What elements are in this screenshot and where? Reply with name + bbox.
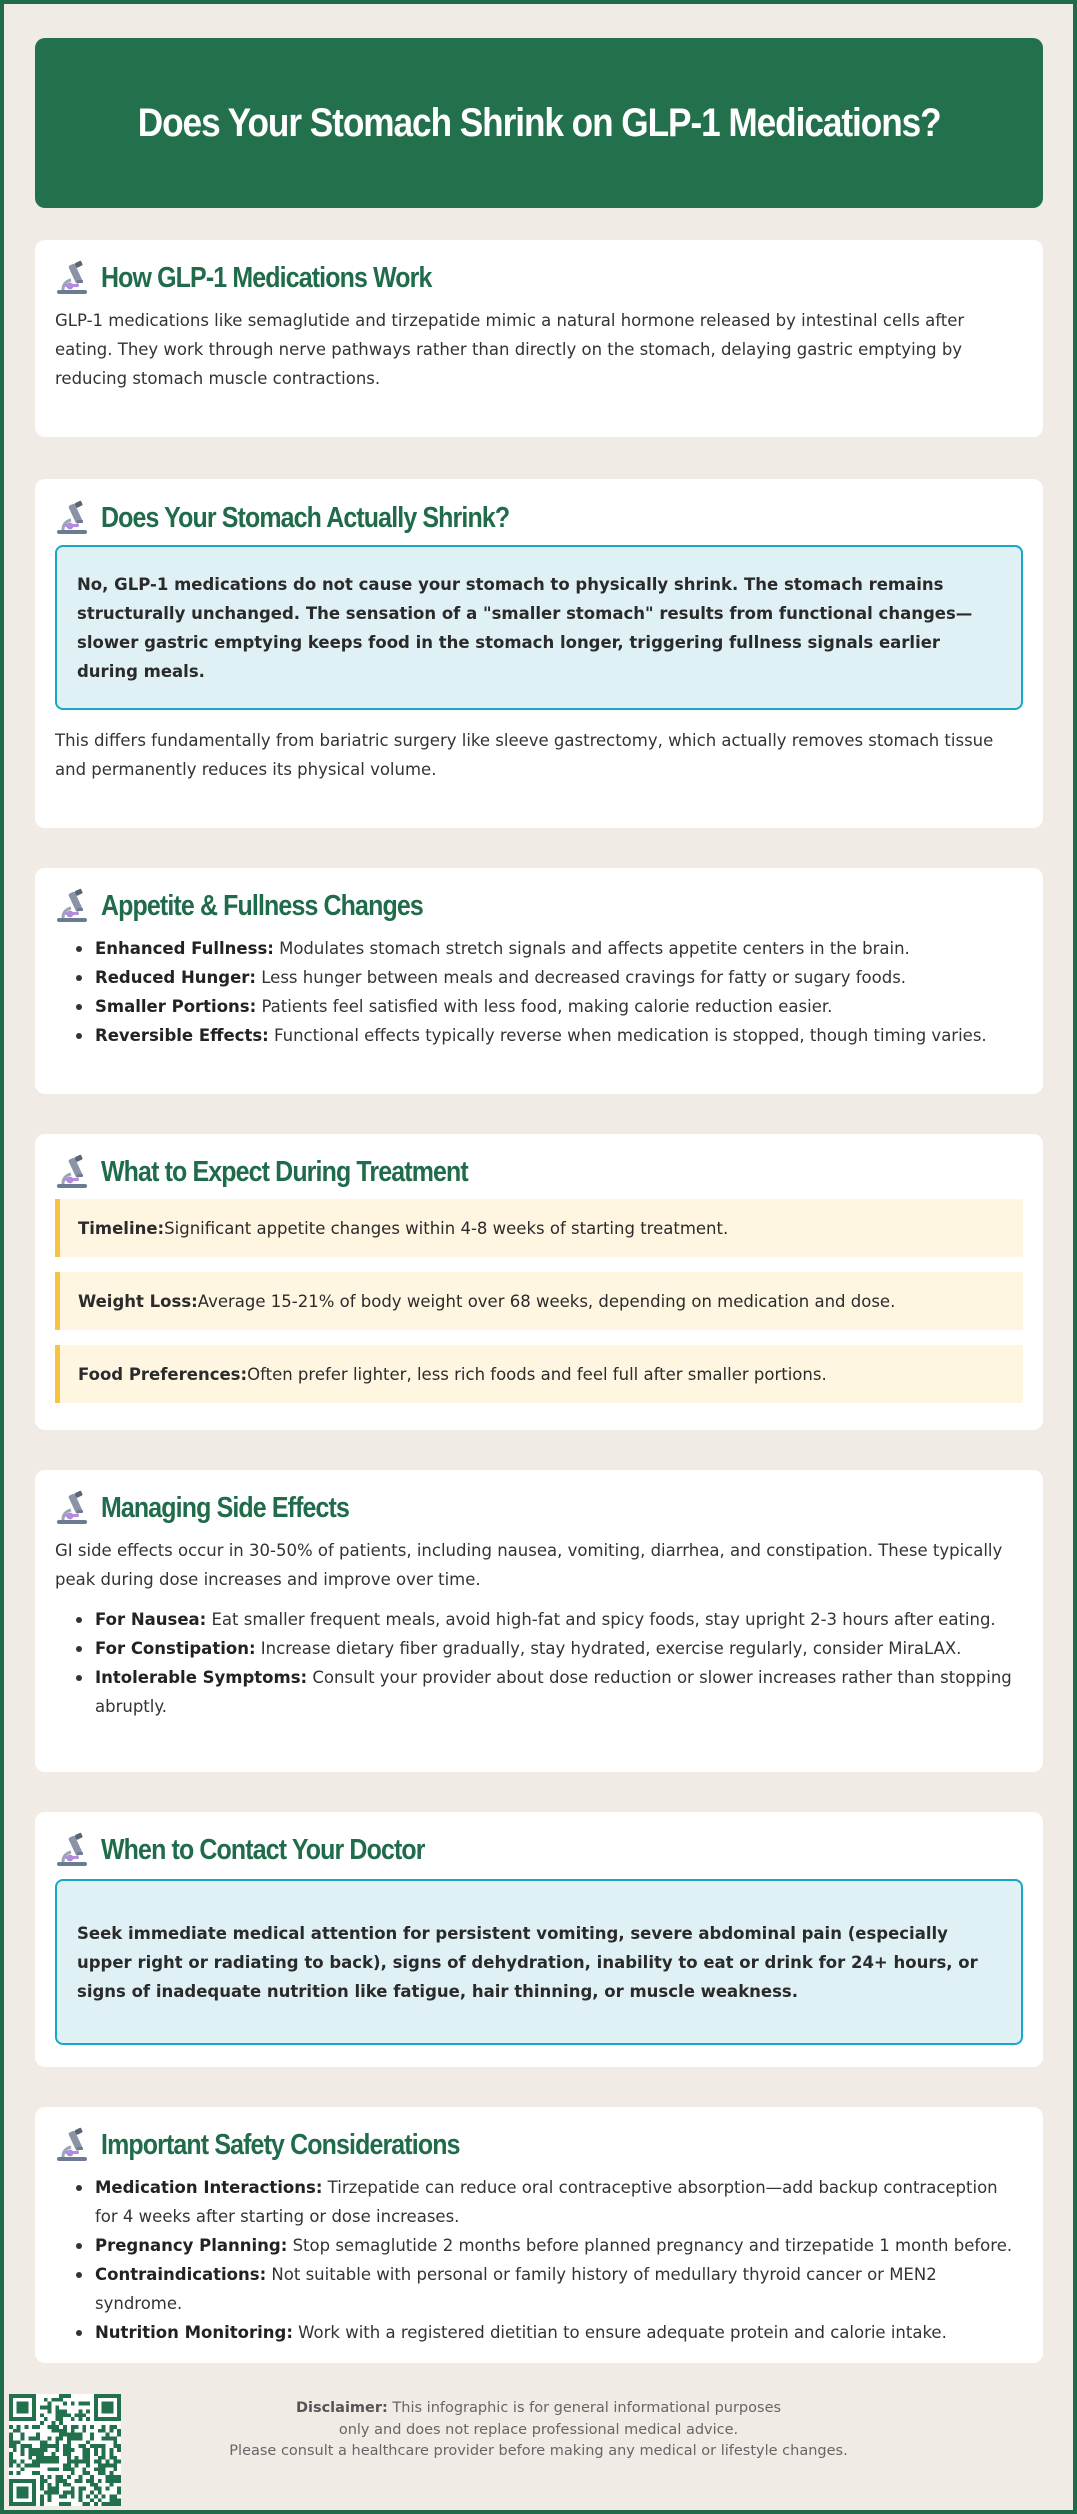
- microscope-icon: [55, 2127, 89, 2163]
- list-item: Nutrition Monitoring: Work with a registered dietitian to ensure adequate protein and calorie intake.: [55, 2318, 1023, 2347]
- section-heading: [55, 240, 1023, 296]
- side-effects-list: [55, 1605, 1023, 1721]
- title-banner: [35, 38, 1043, 208]
- list-item: Smaller Portions: Patients feel satisfied with less food, making calorie reduction easier.: [55, 992, 1023, 1021]
- section-what-to-expect: [35, 1134, 1043, 1430]
- section-title: Managing Side Effects: [101, 1491, 350, 1524]
- section-side-effects: [35, 1470, 1043, 1772]
- section-contact-doctor: [35, 1812, 1043, 2067]
- page-title: Does Your Stomach Shrink on GLP-1 Medications?: [137, 100, 941, 145]
- section-stomach-shrink: [35, 479, 1043, 828]
- section-safety: [35, 2107, 1043, 2363]
- section-body: GLP-1 medications like semaglutide and tirzepatide mimic a natural hormone released by intestinal cells after eating. They work through nerve pathways rather than directly on the stomach, delaying gastric emptying by reducing stomach muscle contractions.: [55, 311, 965, 388]
- list-item: Contraindications: Not suitable with personal or family history of medullary thyroid cancer or MEN2 syndrome.: [55, 2260, 1023, 2318]
- list-item: Reversible Effects: Functional effects typically reverse when medication is stopped, though timing varies.: [55, 1021, 1023, 1050]
- infographic: [35, 0, 1043, 2363]
- microscope-icon: [55, 1154, 89, 1190]
- callout-text: Seek immediate medical attention for persistent vomiting, severe abdominal pain (especially upper right or radiating to back), signs of dehydration, inability to eat or drink for 24+ hours, or signs of inadequate nutrition like fatigue, hair thinning, or muscle weakness.: [77, 1923, 978, 2001]
- section-heading: [55, 1812, 1023, 1868]
- list-item: Enhanced Fullness: Modulates stomach stretch signals and affects appetite centers in the brain.: [55, 934, 1023, 963]
- section-heading: [55, 868, 1023, 924]
- microscope-icon: [55, 1490, 89, 1526]
- disclaimer-line: only and does not replace professional medical advice.: [338, 2421, 739, 2438]
- answer-callout: [55, 545, 1023, 710]
- appetite-list: [55, 934, 1023, 1050]
- timeline-note: Timeline: Significant appetite changes within 4-8 weeks of starting treatment.: [55, 1199, 1023, 1257]
- warning-callout: [55, 1879, 1023, 2045]
- section-heading: [55, 1134, 1023, 1190]
- section-title: How GLP-1 Medications Work: [101, 261, 432, 294]
- microscope-icon: [55, 500, 89, 536]
- microscope-icon: [55, 888, 89, 924]
- callout-text: No, GLP-1 medications do not cause your stomach to physically shrink. The stomach remains structurally unchanged. The sensation of a "smaller stomach" results from functional changes—slower gastric emptying keeps food in the stomach longer, triggering fullness signals earlier during meals.: [77, 574, 973, 681]
- weight-loss-note: Weight Loss: Average 15-21% of body weight over 68 weeks, depending on medication and dose.: [55, 1272, 1023, 1330]
- disclaimer-line: This infographic is for general informational purposes: [387, 2400, 782, 2416]
- disclaimer-line: Please consult a healthcare provider before making any medical or lifestyle changes.: [229, 2443, 848, 2459]
- section-how-glp1-works: [35, 240, 1043, 437]
- section-title: What to Expect During Treatment: [101, 1155, 468, 1188]
- section-appetite: [35, 868, 1043, 1094]
- section-title: Appetite & Fullness Changes: [101, 889, 423, 922]
- list-item: Pregnancy Planning: Stop semaglutide 2 months before planned pregnancy and tirzepatide 1 month before.: [55, 2231, 1023, 2260]
- section-title: Important Safety Considerations: [101, 2128, 460, 2161]
- disclaimer-label: Disclaimer:: [295, 2400, 388, 2416]
- section-title: When to Contact Your Doctor: [101, 1833, 425, 1866]
- microscope-icon: [55, 1832, 89, 1868]
- list-item: For Constipation: Increase dietary fiber gradually, stay hydrated, exercise regularly, consider MiraLAX.: [55, 1634, 1023, 1663]
- list-item: For Nausea: Eat smaller frequent meals, avoid high-fat and spicy foods, stay upright 2-3 hours after eating.: [55, 1605, 1023, 1634]
- section-heading: [55, 1470, 1023, 1526]
- disclaimer: [0, 2398, 1077, 2463]
- microscope-icon: [55, 260, 89, 296]
- section-body: This differs fundamentally from bariatric surgery like sleeve gastrectomy, which actually removes stomach tissue and permanently reduces its physical volume.: [55, 731, 994, 779]
- list-item: Intolerable Symptoms: Consult your provider about dose reduction or slower increases rather than stopping abruptly.: [55, 1663, 1023, 1721]
- list-item: Medication Interactions: Tirzepatide can reduce oral contraceptive absorption—add backup contraception for 4 weeks after starting or dose increases.: [55, 2173, 1023, 2231]
- section-heading: [55, 2107, 1023, 2163]
- section-body: GI side effects occur in 30-50% of patients, including nausea, vomiting, diarrhea, and constipation. These typically peak during dose increases and improve over time.: [55, 1541, 1003, 1589]
- section-heading: [55, 479, 1023, 535]
- section-title: Does Your Stomach Actually Shrink?: [101, 501, 510, 534]
- safety-list: [55, 2173, 1023, 2347]
- list-item: Reduced Hunger: Less hunger between meals and decreased cravings for fatty or sugary foods.: [55, 963, 1023, 992]
- food-preferences-note: Food Preferences: Often prefer lighter, less rich foods and feel full after smaller portions.: [55, 1345, 1023, 1403]
